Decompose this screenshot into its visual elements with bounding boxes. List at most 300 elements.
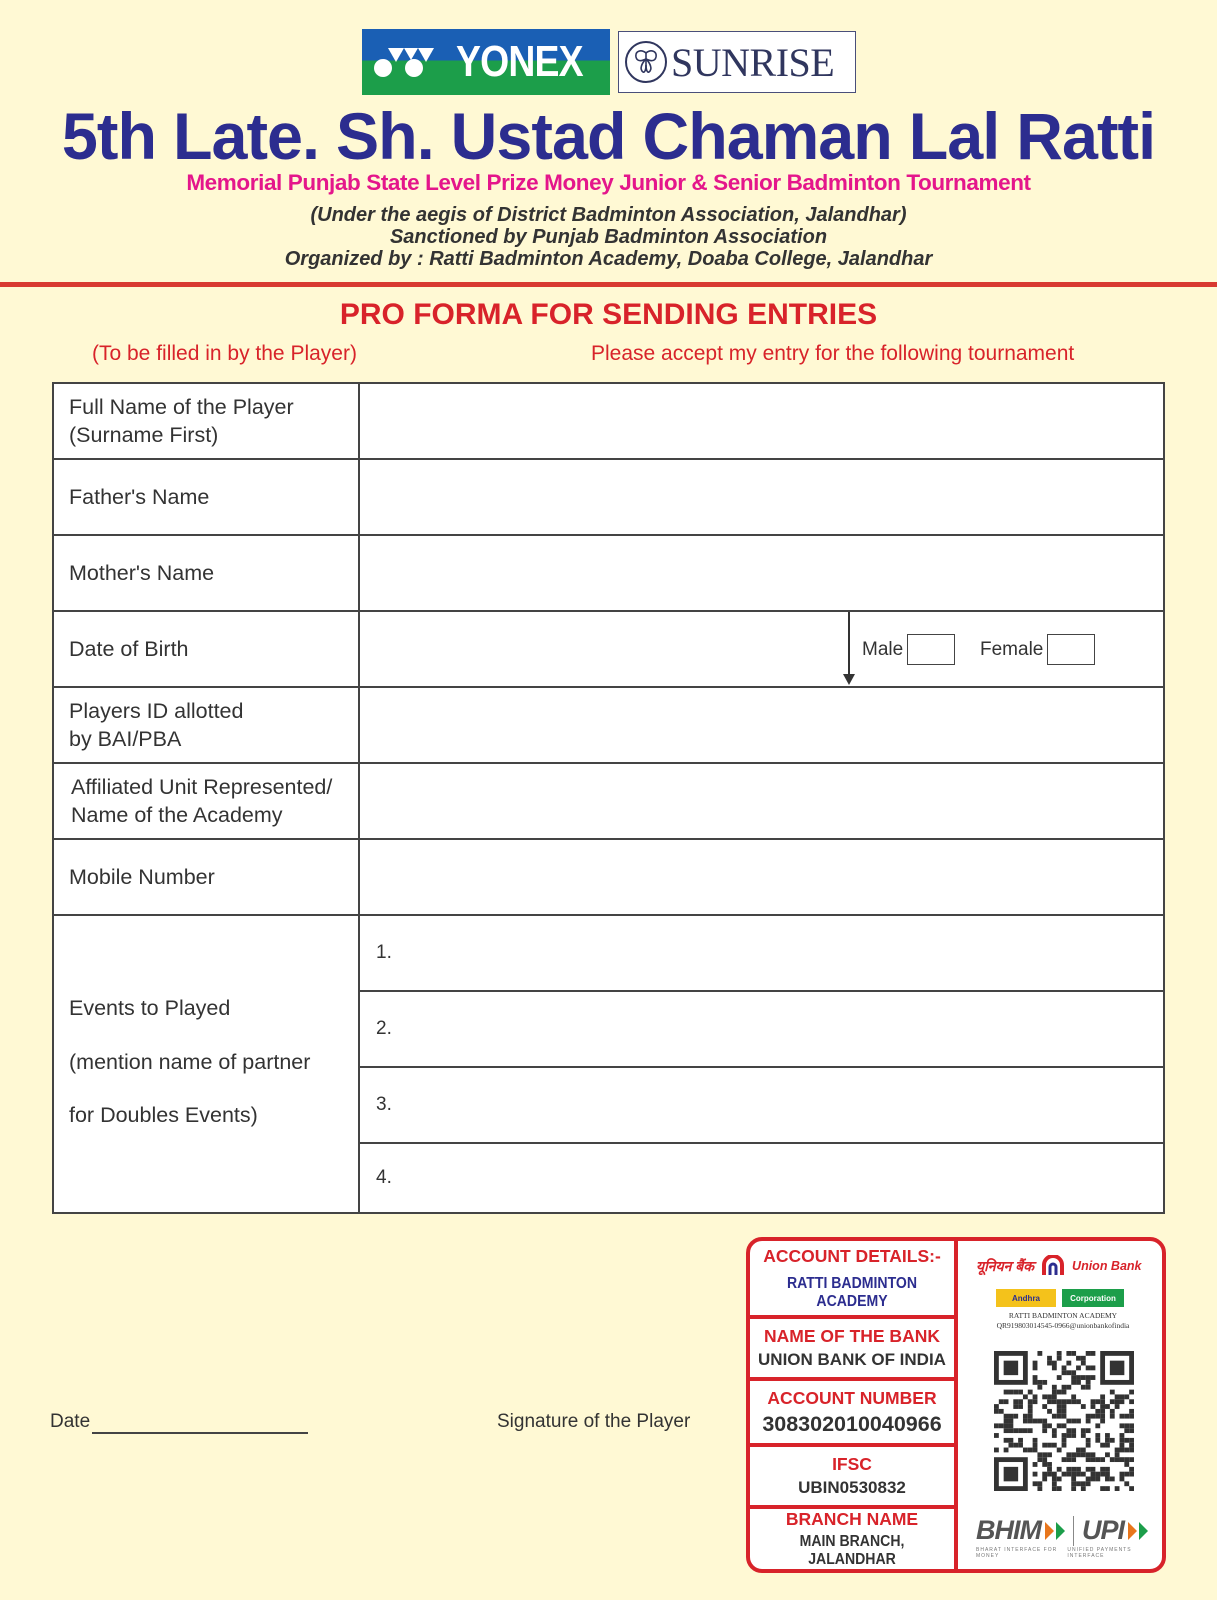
qr-module [1076,1380,1081,1385]
affiliated-unit-input[interactable] [360,764,1163,838]
sunrise-logo [618,31,856,93]
field-label [54,612,360,686]
qr-payee-info [962,1311,1164,1331]
qr-module [1115,1394,1120,1399]
event-number: 1. [376,942,392,963]
union-bank-logo [976,1255,1142,1277]
qr-module [1013,1414,1018,1419]
sunrise-wordmark: SUNRISE [671,39,835,85]
qr-module [1100,1409,1105,1414]
field-row-father-name [54,460,1163,536]
qr-module [1124,1414,1129,1419]
qr-module [1091,1457,1096,1462]
qr-module [1004,1423,1009,1428]
qr-module [1004,1414,1009,1419]
entry-form-table [52,382,1165,1214]
field-label-line1: Father's Name [69,485,210,509]
qr-module [1052,1481,1057,1486]
qr-module [1062,1390,1067,1395]
qr-module [1095,1472,1100,1477]
qr-module [1105,1404,1110,1409]
qr-module [1105,1472,1110,1477]
qr-module [1018,1443,1023,1448]
account-name: RATTI BADMINTON ACADEMY [786,1274,918,1310]
bank-name: UNION BANK OF INDIA [758,1350,946,1369]
entry-request: Please accept my entry for the following tournament [591,342,1075,365]
male-label: Male [862,638,904,660]
qr-module [1076,1419,1081,1424]
qr-module [1071,1428,1076,1433]
qr-module [1062,1443,1067,1448]
qr-module [1033,1481,1038,1486]
qr-module [1100,1399,1105,1404]
qr-module [1081,1452,1086,1457]
qr-module [1028,1399,1033,1404]
qr-module [1066,1472,1071,1477]
qr-module [1086,1380,1091,1385]
qr-payee-name: RATTI BADMINTON ACADEMY [1008,1311,1118,1320]
union-bank-mark-icon [1040,1255,1066,1277]
events-label-line2: (mention name of partner [69,1050,311,1074]
qr-module [1042,1462,1047,1467]
mobile-number-input[interactable] [360,840,1163,914]
form-title: PRO FORMA FOR SENDING ENTRIES [339,298,878,331]
qr-module [1110,1414,1115,1419]
field-label-line1: Mother's Name [69,561,215,585]
qr-module [1066,1433,1071,1438]
qr-module [1071,1467,1076,1472]
male-checkbox[interactable] [907,634,955,665]
qr-module [1095,1457,1100,1462]
qr-module [1028,1404,1033,1409]
yonex-mark-icon [374,44,448,80]
qr-module [1091,1467,1096,1472]
field-label [54,688,360,762]
qr-module [1071,1433,1076,1438]
qr-module [1013,1428,1018,1433]
qr-module [1086,1481,1091,1486]
qr-module [1004,1467,1018,1481]
event-number: 4. [376,1167,392,1188]
upi-wordmark: UPI [1082,1515,1125,1545]
qr-module [1066,1452,1071,1457]
qr-module [1091,1472,1096,1477]
upi-tagline: UNIFIED PAYMENTS INTERFACE [1067,1547,1132,1559]
qr-module [1042,1472,1047,1477]
date-input-line[interactable] [92,1432,308,1434]
qr-module [1110,1409,1115,1414]
qr-module [1008,1438,1013,1443]
qr-module [994,1404,999,1409]
organized-line: Organized by : Ratti Badminton Academy, Doaba College, Jalandhar [284,248,933,270]
qr-module [1042,1443,1047,1448]
events-label [54,916,360,1212]
qr-module [1052,1472,1057,1477]
qr-module [1105,1438,1110,1443]
qr-module [1018,1399,1023,1404]
qr-module [1066,1351,1071,1356]
qr-module [1110,1438,1115,1443]
sanctioned-line: Sanctioned by Punjab Badminton Association [389,226,828,248]
aegis-line: (Under the aegis of District Badminton Association, Jalandhar) [310,204,907,226]
qr-module [1033,1375,1038,1380]
qr-module [1013,1404,1018,1409]
qr-module [1057,1399,1062,1404]
qr-module [1071,1452,1076,1457]
qr-module [1100,1486,1105,1491]
qr-module [1129,1399,1134,1404]
qr-module [1086,1419,1091,1424]
qr-module [1057,1414,1062,1419]
qr-module [1057,1448,1062,1453]
qr-module [1129,1428,1134,1433]
field-row-affiliated-unit [54,764,1163,840]
account-details-cell [750,1241,954,1319]
female-checkbox[interactable] [1047,634,1095,665]
qr-module [1115,1404,1120,1409]
qr-module [1037,1452,1042,1457]
date-label: Date [50,1411,91,1432]
qr-module [1042,1394,1047,1399]
qr-module [1086,1452,1091,1457]
qr-module [1062,1399,1067,1404]
qr-module [1100,1472,1105,1477]
qr-module [1052,1486,1057,1491]
qr-module [1028,1448,1033,1453]
qr-module [1052,1477,1057,1482]
father-name-input[interactable] [360,460,1163,534]
qr-module [1037,1419,1042,1424]
qr-module [1086,1351,1091,1356]
field-label [54,840,360,914]
bank-details-column [750,1241,958,1569]
qr-module [1091,1375,1096,1380]
corporation-bank-logo: Corporation [1062,1289,1124,1307]
field-label-line2: Name of the Academy [71,803,283,827]
field-row-date-of-birth [54,612,1163,688]
qr-module [1095,1399,1100,1404]
qr-module [1100,1394,1105,1399]
field-row-events [54,916,1163,1212]
qr-module [1115,1486,1120,1491]
field-label [54,764,360,838]
qr-module [1047,1356,1052,1361]
qr-module [1062,1385,1067,1390]
gender-female [980,634,1095,665]
field-row-full-name [54,384,1163,460]
qr-module [1057,1486,1062,1491]
qr-module [1052,1433,1057,1438]
qr-module [994,1433,999,1438]
qr-module [1120,1472,1125,1477]
qr-module [1057,1375,1062,1380]
field-label [54,536,360,610]
qr-module [1124,1462,1129,1467]
qr-module [1037,1486,1042,1491]
upi-taglines [976,1547,1156,1559]
qr-module [1086,1414,1091,1419]
qr-module [1033,1448,1038,1453]
qr-module [1091,1351,1096,1356]
qr-module [1028,1428,1033,1433]
qr-module [1008,1423,1013,1428]
qr-module [1091,1452,1096,1457]
qr-module [1008,1428,1013,1433]
event-input-2[interactable] [360,992,1163,1068]
qr-module [1047,1443,1052,1448]
qr-module [1062,1409,1067,1414]
qr-module [994,1423,999,1428]
qr-module [1110,1399,1115,1404]
qr-module [1124,1423,1129,1428]
qr-module [1120,1399,1125,1404]
logo-separator [1073,1516,1074,1546]
qr-module [1091,1414,1096,1419]
qr-module [1071,1457,1076,1462]
qr-module [1057,1423,1062,1428]
qr-module [1047,1472,1052,1477]
qr-module [1023,1419,1028,1424]
qr-module [1033,1438,1038,1443]
qr-module [1124,1457,1129,1462]
qr-module [1004,1361,1018,1375]
qr-module [1042,1457,1047,1462]
qr-module [1033,1365,1038,1370]
events-label-line1: Events to Played [69,996,231,1020]
qr-module [1042,1428,1047,1433]
qr-module [1095,1433,1100,1438]
qr-module [1129,1486,1134,1491]
qr-module [1028,1409,1033,1414]
qr-module [1076,1467,1081,1472]
qr-module [1052,1390,1057,1395]
qr-module [1057,1390,1062,1395]
qr-module [1004,1419,1009,1424]
account-number-cell [750,1381,954,1447]
account-number: 308302010040966 [762,1411,942,1436]
qr-module [1066,1419,1071,1424]
qr-module [1052,1385,1057,1390]
qr-module [1013,1443,1018,1448]
qr-module [1129,1443,1134,1448]
bhim-tagline: BHARAT INTERFACE FOR MONEY [976,1547,1058,1559]
field-label-line2: (Surname First) [69,423,219,447]
qr-module [1062,1365,1067,1370]
qr-module [1047,1409,1052,1414]
qr-module [1047,1399,1052,1404]
qr-module [1013,1399,1018,1404]
qr-module [1013,1390,1018,1395]
bank-details-box [746,1237,1166,1573]
qr-module [1062,1433,1067,1438]
qr-module [1081,1428,1086,1433]
events-label-line3: for Doubles Events) [69,1103,258,1127]
qr-module [1086,1443,1091,1448]
upi-qr-column [962,1241,1162,1569]
qr-module [1037,1380,1042,1385]
qr-module [1105,1486,1110,1491]
qr-module [1042,1419,1047,1424]
qr-module [1100,1404,1105,1409]
qr-module [1129,1390,1134,1395]
qr-module [1071,1351,1076,1356]
mother-name-input[interactable] [360,536,1163,610]
qr-module [1105,1467,1110,1472]
qr-module [1081,1375,1086,1380]
qr-module [1124,1438,1129,1443]
qr-module [1066,1399,1071,1404]
qr-module [1076,1472,1081,1477]
qr-module [1062,1457,1067,1462]
event-input-4[interactable] [360,1144,1163,1212]
qr-module [999,1409,1004,1414]
date-of-birth-input[interactable] [360,612,1163,686]
qr-module [1023,1448,1028,1453]
qr-module [1052,1428,1057,1433]
qr-module [1076,1375,1081,1380]
qr-module [1047,1452,1052,1457]
qr-module [1086,1365,1091,1370]
qr-module [1120,1477,1125,1482]
qr-module [1037,1351,1042,1356]
qr-module [1081,1472,1086,1477]
bank-name-label: NAME OF THE BANK [764,1326,940,1346]
sponsor-logos [362,29,856,95]
qr-module [1129,1414,1134,1419]
andhra-bank-logo: Andhra [996,1289,1056,1307]
qr-module [1120,1394,1125,1399]
qr-module [1105,1433,1110,1438]
qr-module [1052,1361,1057,1366]
qr-module [1042,1452,1047,1457]
field-row-mother-name [54,536,1163,612]
tournament-title: 5th Late. Sh. Ustad Chaman Lal Ratti [61,99,1156,173]
tournament-subtitle: Memorial Punjab State Level Prize Money Junior & Senior Badminton Tournament [186,170,1031,195]
qr-module [1129,1467,1134,1472]
field-label-line2: by BAI/PBA [69,727,182,751]
qr-module [1124,1428,1129,1433]
qr-module [1018,1404,1023,1409]
qr-module [1076,1481,1081,1486]
qr-module [1081,1448,1086,1453]
qr-module [1004,1428,1009,1433]
qr-module [1081,1385,1086,1390]
qr-module [1095,1477,1100,1482]
event-input-1[interactable] [360,916,1163,992]
qr-module [1086,1457,1091,1462]
qr-module [999,1399,1004,1404]
qr-module [1100,1457,1105,1462]
qr-module [1110,1457,1115,1462]
qr-module [1047,1462,1052,1467]
branch-label: BRANCH NAME [785,1509,919,1529]
qr-module [1028,1390,1033,1395]
full-name-input[interactable] [360,384,1163,458]
qr-module [994,1409,999,1414]
qr-module [1071,1486,1076,1491]
qr-module [1091,1404,1096,1409]
qr-module [1120,1448,1125,1453]
qr-module [1105,1443,1110,1448]
field-label [54,384,360,458]
qr-module [1066,1370,1071,1375]
qr-upi-id: QR919803014545-0966@unionbankofindia [996,1321,1130,1330]
field-row-mobile-number [54,840,1163,916]
qr-module [1091,1399,1096,1404]
header-divider [0,282,1217,287]
partner-banks [996,1289,1124,1307]
qr-module [1062,1472,1067,1477]
bhim-wordmark: BHIM [976,1515,1041,1545]
qr-module [1071,1380,1076,1385]
qr-module [1057,1467,1062,1472]
butterfly-icon [625,41,667,83]
organizer-info [0,204,1217,270]
qr-module [1071,1481,1076,1486]
bank-name-cell [750,1319,954,1381]
qr-module [1018,1428,1023,1433]
field-label-line1: Mobile Number [69,865,215,889]
qr-module [1057,1351,1062,1356]
qr-module [1129,1423,1134,1428]
upi-arrow-green-icon [1139,1522,1148,1540]
qr-module [1086,1438,1091,1443]
qr-module [1033,1462,1038,1467]
qr-module [1091,1365,1096,1370]
qr-module [1081,1361,1086,1366]
qr-module [1042,1423,1047,1428]
union-bank-english: Union Bank [1072,1259,1142,1273]
qr-module [1095,1409,1100,1414]
qr-module [1115,1399,1120,1404]
qr-module [1037,1457,1042,1462]
field-label-line1: Players ID allotted [69,699,244,723]
qr-module [1028,1414,1033,1419]
qr-module [1018,1390,1023,1395]
qr-module [1052,1443,1057,1448]
qr-module [1028,1419,1033,1424]
qr-module [1129,1438,1134,1443]
event-input-3[interactable] [360,1068,1163,1144]
player-id-input[interactable] [360,688,1163,762]
qr-module [1115,1448,1120,1453]
qr-module [1052,1399,1057,1404]
field-label-line1: Affiliated Unit Represented/ [71,775,333,799]
ifsc-label: IFSC [832,1454,872,1474]
qr-module [1066,1361,1071,1366]
qr-module [1057,1356,1062,1361]
event-number: 2. [376,1018,392,1039]
qr-module [994,1448,999,1453]
qr-module [1057,1404,1062,1409]
field-label-line1: Full Name of the Player [69,395,294,419]
qr-module [1018,1438,1023,1443]
bhim-arrow-icon [1045,1522,1054,1540]
qr-module [1062,1370,1067,1375]
fill-instruction: (To be filled in by the Player) [92,342,357,365]
qr-module [1105,1477,1110,1482]
qr-module [1129,1448,1134,1453]
qr-module [999,1423,1004,1428]
field-label-line1: Date of Birth [69,637,189,661]
qr-module [1033,1361,1038,1366]
qr-module [1091,1477,1096,1482]
qr-module [1052,1394,1057,1399]
qr-module [1124,1448,1129,1453]
qr-module [1062,1414,1067,1419]
qr-module [1071,1419,1076,1424]
qr-module [1008,1443,1013,1448]
